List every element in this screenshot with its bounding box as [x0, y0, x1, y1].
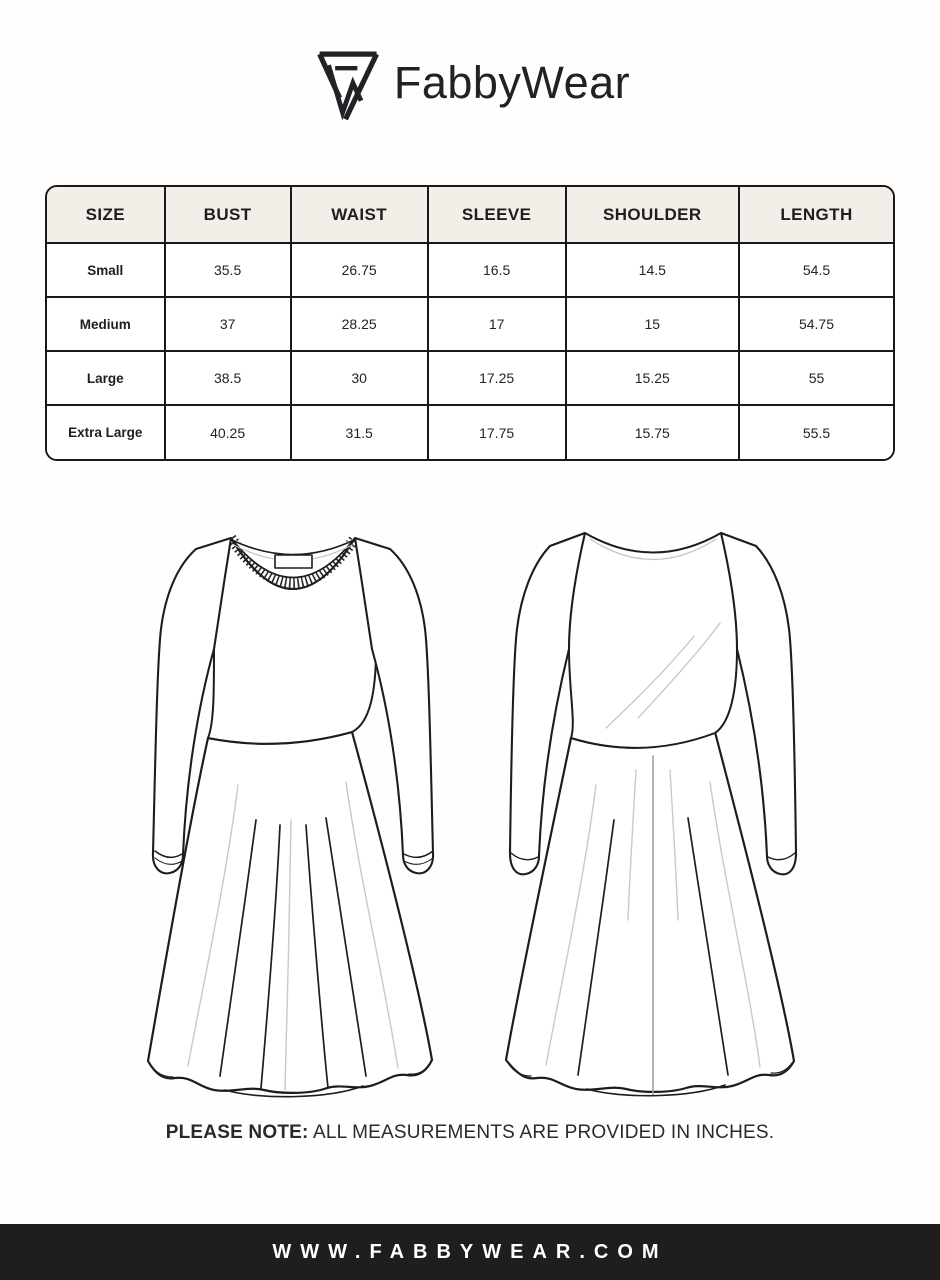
- bust-value: 38.5: [165, 351, 291, 405]
- length-value: 55: [739, 351, 893, 405]
- length-value: 54.5: [739, 243, 893, 297]
- note-text: ALL MEASUREMENTS ARE PROVIDED IN INCHES.: [312, 1122, 775, 1143]
- col-header-bust: BUST: [165, 187, 291, 243]
- col-header-shoulder: SHOULDER: [566, 187, 739, 243]
- shoulder-value: 15.25: [566, 351, 739, 405]
- size-label: Medium: [47, 297, 165, 351]
- bust-value: 35.5: [165, 243, 291, 297]
- waist-value: 26.75: [291, 243, 428, 297]
- brand-name: FabbyWear: [393, 57, 631, 108]
- dress-back-illustration: [490, 520, 820, 1100]
- size-label: Large: [47, 351, 165, 405]
- sleeve-value: 17: [428, 297, 566, 351]
- shoulder-value: 15: [566, 297, 739, 351]
- fw-monogram-icon: [310, 46, 384, 120]
- length-value: 55.5: [802, 424, 831, 441]
- col-header-length: LENGTH: [739, 187, 893, 243]
- bust-value: 40.25: [165, 405, 291, 459]
- table-row-small: [47, 243, 893, 297]
- col-header-sleeve: SLEEVE: [428, 187, 566, 243]
- dress-front-illustration: [130, 520, 460, 1100]
- waist-value: 31.5: [291, 405, 428, 459]
- col-header-size: SIZE: [47, 187, 165, 243]
- size-chart: [45, 185, 895, 461]
- note-label: PLEASE NOTE:: [165, 1122, 309, 1143]
- waist-value: 30: [291, 351, 428, 405]
- table-row-extra-large: [47, 405, 893, 459]
- header-row: [47, 187, 893, 243]
- col-header-waist: WAIST: [291, 187, 428, 243]
- size-label: Extra Large: [47, 405, 165, 459]
- table-row-large: [47, 351, 893, 405]
- size-label: Small: [47, 243, 165, 297]
- table-row-medium: [47, 297, 893, 351]
- waist-value: 28.25: [291, 297, 428, 351]
- size-chart-table: [47, 187, 893, 459]
- sleeve-value: 17.25: [428, 351, 566, 405]
- measurement-note: [0, 1122, 940, 1144]
- footer-bar: [0, 1224, 940, 1280]
- bust-value: 37: [165, 297, 291, 351]
- shoulder-value: 15.75: [566, 405, 739, 459]
- length-value: 54.75: [739, 297, 893, 351]
- sleeve-value: 17.75: [428, 405, 566, 459]
- sleeve-value: 16.5: [428, 243, 566, 297]
- shoulder-value: 14.5: [566, 243, 739, 297]
- brand-header: [0, 46, 940, 120]
- website-url: WWW.FABBYWEAR.COM: [272, 1240, 668, 1263]
